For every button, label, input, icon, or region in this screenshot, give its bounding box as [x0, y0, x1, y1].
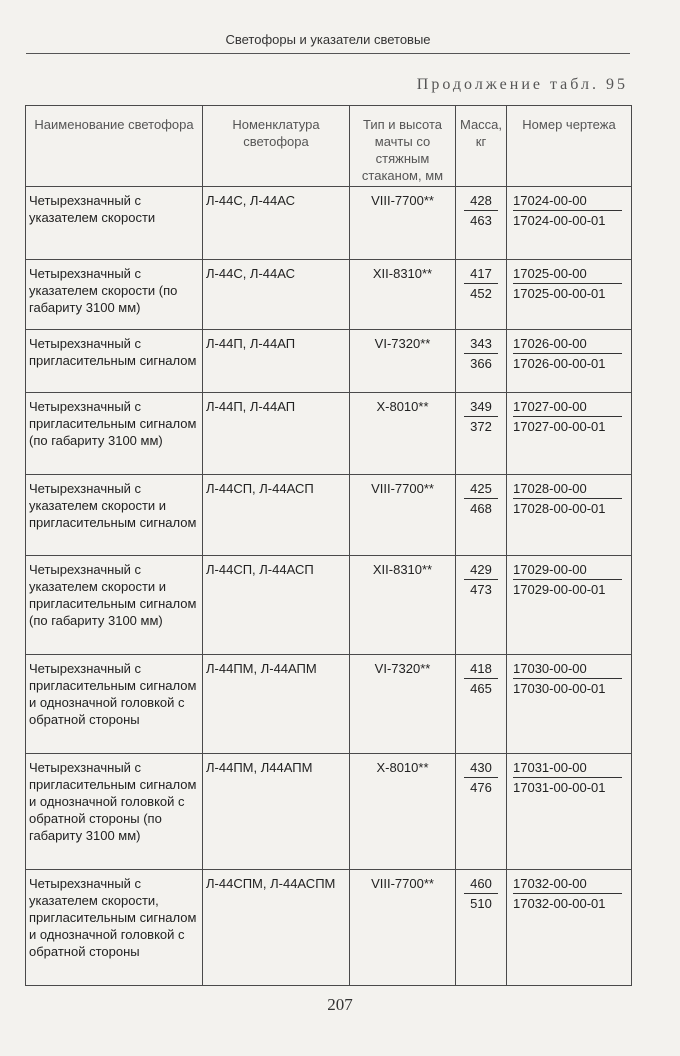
- mass-top: 425: [464, 480, 498, 499]
- drawing-top: 17030-00-00: [513, 660, 622, 679]
- mass-top: 418: [464, 660, 498, 679]
- mass-bottom: 468: [470, 501, 492, 516]
- table-row: [26, 187, 632, 260]
- cell-name: Четырехзначный с указателем скорости (по габариту 3100 мм): [26, 260, 203, 330]
- table-header-row: [26, 106, 632, 187]
- drawing-top: 17025-00-00: [513, 265, 622, 284]
- header-name: Наименование светофора: [26, 106, 203, 187]
- cell-mass: [456, 655, 507, 754]
- drawing-bottom: 17025-00-00-01: [513, 286, 606, 301]
- drawing-bottom: 17031-00-00-01: [513, 780, 606, 795]
- drawing-top: 17029-00-00: [513, 561, 622, 580]
- table-row: [26, 330, 632, 393]
- mass-top: 417: [464, 265, 498, 284]
- cell-mass: [456, 187, 507, 260]
- cell-drawing: [507, 260, 632, 330]
- cell-mast: X-8010**: [350, 754, 456, 870]
- cell-nomenclature: Л-44СПМ, Л-44АСПМ: [203, 870, 350, 986]
- cell-name: Четырехзначный с указателем скорости, пригласительным сигналом и однозначной головкой с обратной стороны: [26, 870, 203, 986]
- cell-drawing: [507, 393, 632, 475]
- cell-mast: VIII-7700**: [350, 870, 456, 986]
- cell-nomenclature: Л-44СП, Л-44АСП: [203, 475, 350, 556]
- mass-bottom: 465: [470, 681, 492, 696]
- cell-nomenclature: Л-44СП, Л-44АСП: [203, 556, 350, 655]
- cell-name: Четырехзначный с указателем скорости: [26, 187, 203, 260]
- mass-bottom: 372: [470, 419, 492, 434]
- cell-mast: VI-7320**: [350, 655, 456, 754]
- drawing-bottom: 17028-00-00-01: [513, 501, 606, 516]
- mass-bottom: 366: [470, 356, 492, 371]
- cell-drawing: [507, 556, 632, 655]
- table-row: [26, 870, 632, 986]
- mass-bottom: 510: [470, 896, 492, 911]
- drawing-top: 17032-00-00: [513, 875, 622, 894]
- cell-drawing: [507, 187, 632, 260]
- cell-mast: VIII-7700**: [350, 187, 456, 260]
- page-number: 207: [327, 995, 353, 1014]
- mass-top: 349: [464, 398, 498, 417]
- cell-mass: [456, 475, 507, 556]
- cell-mast: XII-8310**: [350, 556, 456, 655]
- mass-top: 430: [464, 759, 498, 778]
- drawing-top: 17031-00-00: [513, 759, 622, 778]
- header-nomenclature: Номенклатура светофора: [203, 106, 350, 187]
- cell-name: Четырехзначный с пригласительным сигналом и однозначной головкой с обратной стороны: [26, 655, 203, 754]
- table-row: [26, 260, 632, 330]
- cell-drawing: [507, 330, 632, 393]
- mass-bottom: 476: [470, 780, 492, 795]
- cell-name: Четырехзначный с пригласительным сигналом (по габариту 3100 мм): [26, 393, 203, 475]
- drawing-bottom: 17024-00-00-01: [513, 213, 606, 228]
- mass-top: 428: [464, 192, 498, 211]
- cell-mass: [456, 754, 507, 870]
- table-continuation-label: Продолжение табл. 95: [416, 76, 628, 93]
- header-mast: Тип и высота мачты со стяжным стаканом, мм: [350, 106, 456, 187]
- mass-bottom: 463: [470, 213, 492, 228]
- mass-top: 429: [464, 561, 498, 580]
- mass-top: 343: [464, 335, 498, 354]
- cell-nomenclature: Л-44П, Л-44АП: [203, 393, 350, 475]
- cell-mast: VIII-7700**: [350, 475, 456, 556]
- cell-nomenclature: Л-44ПМ, Л-44АПМ: [203, 655, 350, 754]
- mass-bottom: 473: [470, 582, 492, 597]
- cell-mast: XII-8310**: [350, 260, 456, 330]
- cell-drawing: [507, 475, 632, 556]
- table-row: [26, 393, 632, 475]
- drawing-top: 17024-00-00: [513, 192, 622, 211]
- drawing-bottom: 17026-00-00-01: [513, 356, 606, 371]
- cell-nomenclature: Л-44ПМ, Л44АПМ: [203, 754, 350, 870]
- cell-mass: [456, 870, 507, 986]
- cell-mass: [456, 556, 507, 655]
- cell-mast: X-8010**: [350, 393, 456, 475]
- cell-mass: [456, 330, 507, 393]
- header-drawing: Номер чертежа: [507, 106, 632, 187]
- mass-top: 460: [464, 875, 498, 894]
- drawing-top: 17028-00-00: [513, 480, 622, 499]
- cell-drawing: [507, 655, 632, 754]
- cell-mass: [456, 260, 507, 330]
- cell-drawing: [507, 870, 632, 986]
- cell-name: Четырехзначный с пригласительным сигналом и однозначной головкой с обратной стороны (по габариту 3100 мм): [26, 754, 203, 870]
- cell-name: Четырехзначный с пригласительным сигналом: [26, 330, 203, 393]
- table-row: [26, 655, 632, 754]
- drawing-bottom: 17032-00-00-01: [513, 896, 606, 911]
- drawing-bottom: 17029-00-00-01: [513, 582, 606, 597]
- table-row: [26, 754, 632, 870]
- header-mass: Масса, кг: [456, 106, 507, 187]
- cell-nomenclature: Л-44С, Л-44АС: [203, 187, 350, 260]
- cell-mass: [456, 393, 507, 475]
- cell-nomenclature: Л-44П, Л-44АП: [203, 330, 350, 393]
- drawing-bottom: 17030-00-00-01: [513, 681, 606, 696]
- running-head: Светофоры и указатели световые: [225, 32, 431, 47]
- drawing-bottom: 17027-00-00-01: [513, 419, 606, 434]
- drawing-top: 17026-00-00: [513, 335, 622, 354]
- mass-bottom: 452: [470, 286, 492, 301]
- cell-name: Четырехзначный с указателем скорости и пригласительным сигналом (по габариту 3100 мм): [26, 556, 203, 655]
- cell-name: Четырехзначный с указателем скорости и пригласительным сигналом: [26, 475, 203, 556]
- drawing-top: 17027-00-00: [513, 398, 622, 417]
- header-rule: [26, 53, 630, 54]
- signals-table: [25, 105, 632, 986]
- table-row: [26, 556, 632, 655]
- cell-mast: VI-7320**: [350, 330, 456, 393]
- cell-nomenclature: Л-44С, Л-44АС: [203, 260, 350, 330]
- table-row: [26, 475, 632, 556]
- cell-drawing: [507, 754, 632, 870]
